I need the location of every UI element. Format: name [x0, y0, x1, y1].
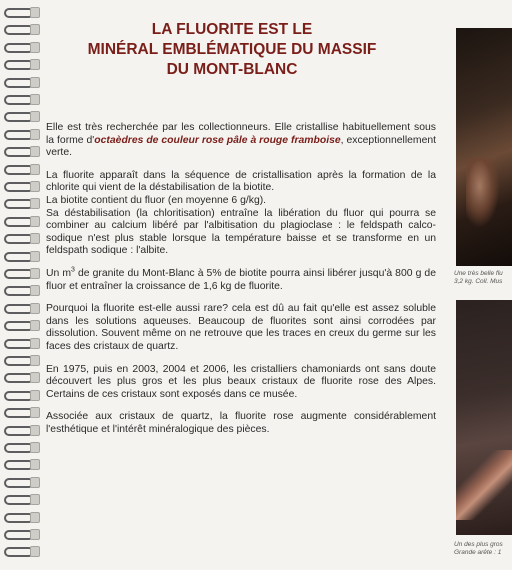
punch-hole: [30, 407, 40, 418]
punch-hole: [30, 320, 40, 331]
spiral-binding-ring-icon: [4, 250, 36, 261]
caption-bottom-line-2: Grande arête : 1: [454, 549, 502, 556]
caption-top-line-1: Une très belle flu: [454, 270, 503, 277]
spiral-binding-ring-icon: [4, 232, 36, 243]
spiral-binding: [0, 0, 48, 570]
spiral-binding-ring-icon: [4, 76, 36, 87]
spiral-binding-ring-icon: [4, 528, 36, 539]
punch-hole: [30, 129, 40, 140]
paragraph-7: En 1975, puis en 2003, 2004 et 2006, les cristalliers chamoniards ont sans doute découvert les plus gros et les plus beaux cristaux de fluorite rose des Alpes. Certains de ces cristaux sont exposés dans ce musée.: [46, 363, 436, 400]
body-text: [46, 122, 436, 446]
spiral-binding-ring-icon: [4, 267, 36, 278]
punch-hole: [30, 7, 40, 18]
spiral-binding-ring-icon: [4, 215, 36, 226]
spiral-binding-ring-icon: [4, 180, 36, 191]
spiral-binding-ring-icon: [4, 41, 36, 52]
spiral-binding-ring-icon: [4, 476, 36, 487]
punch-hole: [30, 146, 40, 157]
spiral-binding-ring-icon: [4, 406, 36, 417]
spiral-binding-ring-icon: [4, 424, 36, 435]
punch-hole: [30, 111, 40, 122]
fluorite-photo-bottom: [456, 300, 512, 535]
punch-hole: [30, 459, 40, 470]
paragraph-3: La biotite contient du fluor (en moyenne 6 g/kg).: [46, 194, 267, 206]
photo-caption-top: [454, 270, 512, 286]
spiral-binding-ring-icon: [4, 163, 36, 174]
caption-top-line-2: 3,2 kg. Coll. Mus: [454, 278, 503, 285]
cubic-exponent: 3: [71, 266, 75, 274]
spiral-binding-ring-icon: [4, 302, 36, 313]
spiral-binding-ring-icon: [4, 441, 36, 452]
paragraph-1-intro: Elle est très recherchée par les collectionneurs. Elle cristallise habituellement sous la forme d': [46, 122, 436, 146]
punch-hole: [30, 372, 40, 383]
punch-hole: [30, 494, 40, 505]
title-line-2: MINÉRAL EMBLÉMATIQUE DU MASSIF: [87, 41, 377, 58]
spiral-binding-ring-icon: [4, 284, 36, 295]
punch-hole: [30, 198, 40, 209]
spiral-binding-ring-icon: [4, 371, 36, 382]
punch-hole: [30, 164, 40, 175]
paragraph-5: [46, 268, 436, 293]
spiral-binding-ring-icon: [4, 128, 36, 139]
paragraph-1-emphasis: octaèdres de couleur rose pâle à rouge framboise: [94, 134, 341, 146]
paragraph-2: La fluorite apparaît dans la séquence de cristallisation après la formation de la chlorite qui vient de la déstabilisation de la biotite.: [46, 169, 436, 194]
spiral-binding-ring-icon: [4, 545, 36, 556]
punch-hole: [30, 529, 40, 540]
spiral-binding-ring-icon: [4, 6, 36, 17]
spiral-binding-ring-icon: [4, 319, 36, 330]
paragraph-8: Associée aux cristaux de quartz, la fluorite rose augmente considérablement l'esthétique et l'intérêt minéralogique des pièces.: [46, 411, 436, 435]
spiral-binding-ring-icon: [4, 354, 36, 365]
title-line-1: LA FLUORITE EST LE: [151, 21, 313, 38]
paragraph-1: [46, 122, 436, 160]
punch-hole: [30, 94, 40, 105]
punch-hole: [30, 268, 40, 279]
punch-hole: [30, 425, 40, 436]
punch-hole: [30, 77, 40, 88]
paragraph-5-rest: de granite du Mont-Blanc à 5% de biotite pourra ainsi libérer jusqu'à 800 g de fluor et entraîner la croissance de 1,6 kg de fluorite.: [46, 267, 436, 292]
punch-hole: [30, 181, 40, 192]
punch-hole: [30, 512, 40, 523]
spiral-binding-ring-icon: [4, 58, 36, 69]
punch-hole: [30, 355, 40, 366]
punch-hole: [30, 216, 40, 227]
spiral-binding-ring-icon: [4, 197, 36, 208]
punch-hole: [30, 390, 40, 401]
fluorite-photo-top: [456, 28, 512, 266]
spiral-binding-ring-icon: [4, 458, 36, 469]
punch-hole: [30, 59, 40, 70]
paragraph-1-end: , exceptionnellement verte.: [46, 134, 437, 159]
punch-hole: [30, 42, 40, 53]
punch-hole: [30, 477, 40, 488]
spiral-binding-ring-icon: [4, 493, 36, 504]
punch-hole: [30, 285, 40, 296]
paragraph-4: Sa déstabilisation (la chloritisation) entraîne la libération du fluor qui pourra se combiner au calcium libéré par l'albitisation du plagioclase : le feldspath calco-sodique n'est plus stable lorsque la température baisse et se transforme en un feldspath sodique : l'albite.: [46, 207, 436, 257]
paragraph-6: Pourquoi la fluorite est-elle aussi rare? cela est dû au fait qu'elle est assez soluble dans les solutions aqueuses. Beaucoup de fluorites sont ainsi corrodées par dissolution. Souvent même on ne retrouve que les traces en creux du germe sur les faces des cristaux de quartz.: [46, 303, 436, 352]
title-line-3: DU MONT-BLANC: [166, 61, 298, 78]
punch-hole: [30, 442, 40, 453]
caption-bottom-line-1: Un des plus gros: [454, 541, 503, 548]
punch-hole: [30, 303, 40, 314]
spiral-binding-ring-icon: [4, 389, 36, 400]
spiral-binding-ring-icon: [4, 337, 36, 348]
paragraph-5-start: Un m: [46, 267, 72, 279]
page-title: [72, 20, 392, 80]
punch-hole: [30, 251, 40, 262]
spiral-binding-ring-icon: [4, 23, 36, 34]
spiral-binding-ring-icon: [4, 93, 36, 104]
spiral-binding-ring-icon: [4, 145, 36, 156]
punch-hole: [30, 546, 40, 557]
spiral-binding-ring-icon: [4, 110, 36, 121]
punch-hole: [30, 233, 40, 244]
spiral-binding-ring-icon: [4, 511, 36, 522]
punch-hole: [30, 24, 40, 35]
punch-hole: [30, 338, 40, 349]
photo-caption-bottom: [454, 541, 512, 557]
